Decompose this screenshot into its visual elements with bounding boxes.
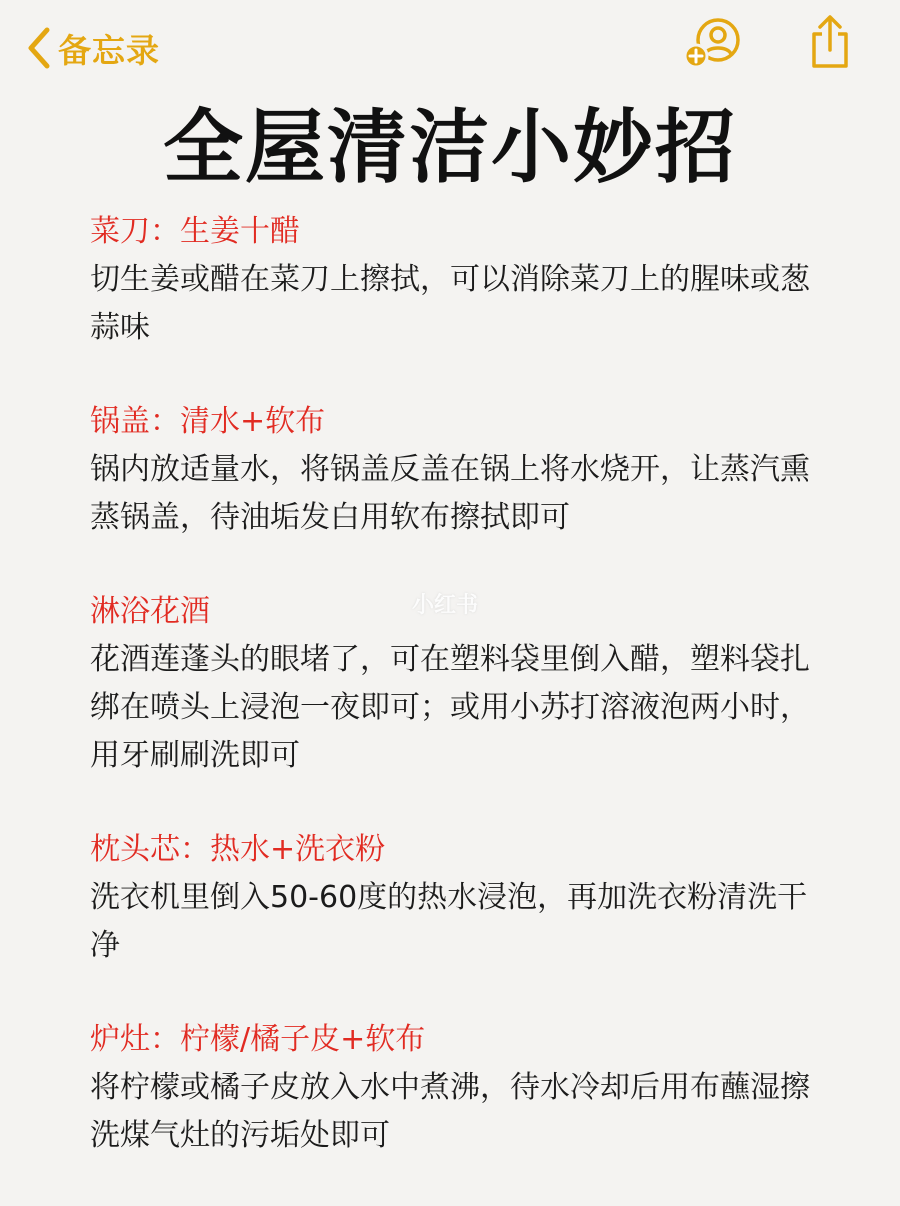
section-heading: 锅盖：清水+软布 xyxy=(90,404,326,439)
section-text: 锅内放适量水，将锅盖反盖在锅上将水烧开，让蒸汽熏蒸锅盖，待油垢发白用软布擦拭即可 xyxy=(90,452,810,535)
back-label: 备忘录 xyxy=(58,30,160,70)
section-heading: 炉灶：柠檬/橘子皮+软布 xyxy=(90,1022,426,1057)
share-icon xyxy=(806,14,854,74)
note-section xyxy=(90,826,820,970)
note-section xyxy=(90,1016,820,1160)
watermark: 小红书 xyxy=(412,593,479,618)
back-button[interactable] xyxy=(26,22,160,74)
note-section xyxy=(90,398,820,542)
note-title: 全屋清洁小妙招 xyxy=(163,101,737,194)
section-text: 花酒莲蓬头的眼堵了，可在塑料袋里倒入醋，塑料袋扎绑在喷头上浸泡一夜即可；或用小苏打溶液泡两小时，用牙刷刷洗即可 xyxy=(90,642,810,773)
section-heading: 菜刀：生姜十醋 xyxy=(90,214,300,249)
note-body[interactable] xyxy=(90,208,820,1206)
section-text: 洗衣机里倒入50-60度的热水浸泡，再加洗衣粉清洗干净 xyxy=(90,880,808,963)
section-heading: 淋浴花酒 xyxy=(90,594,210,629)
collaborate-button[interactable] xyxy=(684,16,740,72)
nav-bar xyxy=(0,0,900,100)
section-heading: 枕头芯：热水+洗衣粉 xyxy=(90,832,386,867)
chevron-left-icon xyxy=(26,26,52,70)
add-person-icon xyxy=(682,14,742,74)
share-button[interactable] xyxy=(802,16,858,72)
section-text: 将柠檬或橘子皮放入水中煮沸，待水冷却后用布蘸湿擦洗煤气灶的污垢处即可 xyxy=(90,1070,810,1153)
section-text: 切生姜或醋在菜刀上擦拭，可以消除菜刀上的腥味或葱蒜味 xyxy=(90,262,810,345)
note-section xyxy=(90,208,820,352)
